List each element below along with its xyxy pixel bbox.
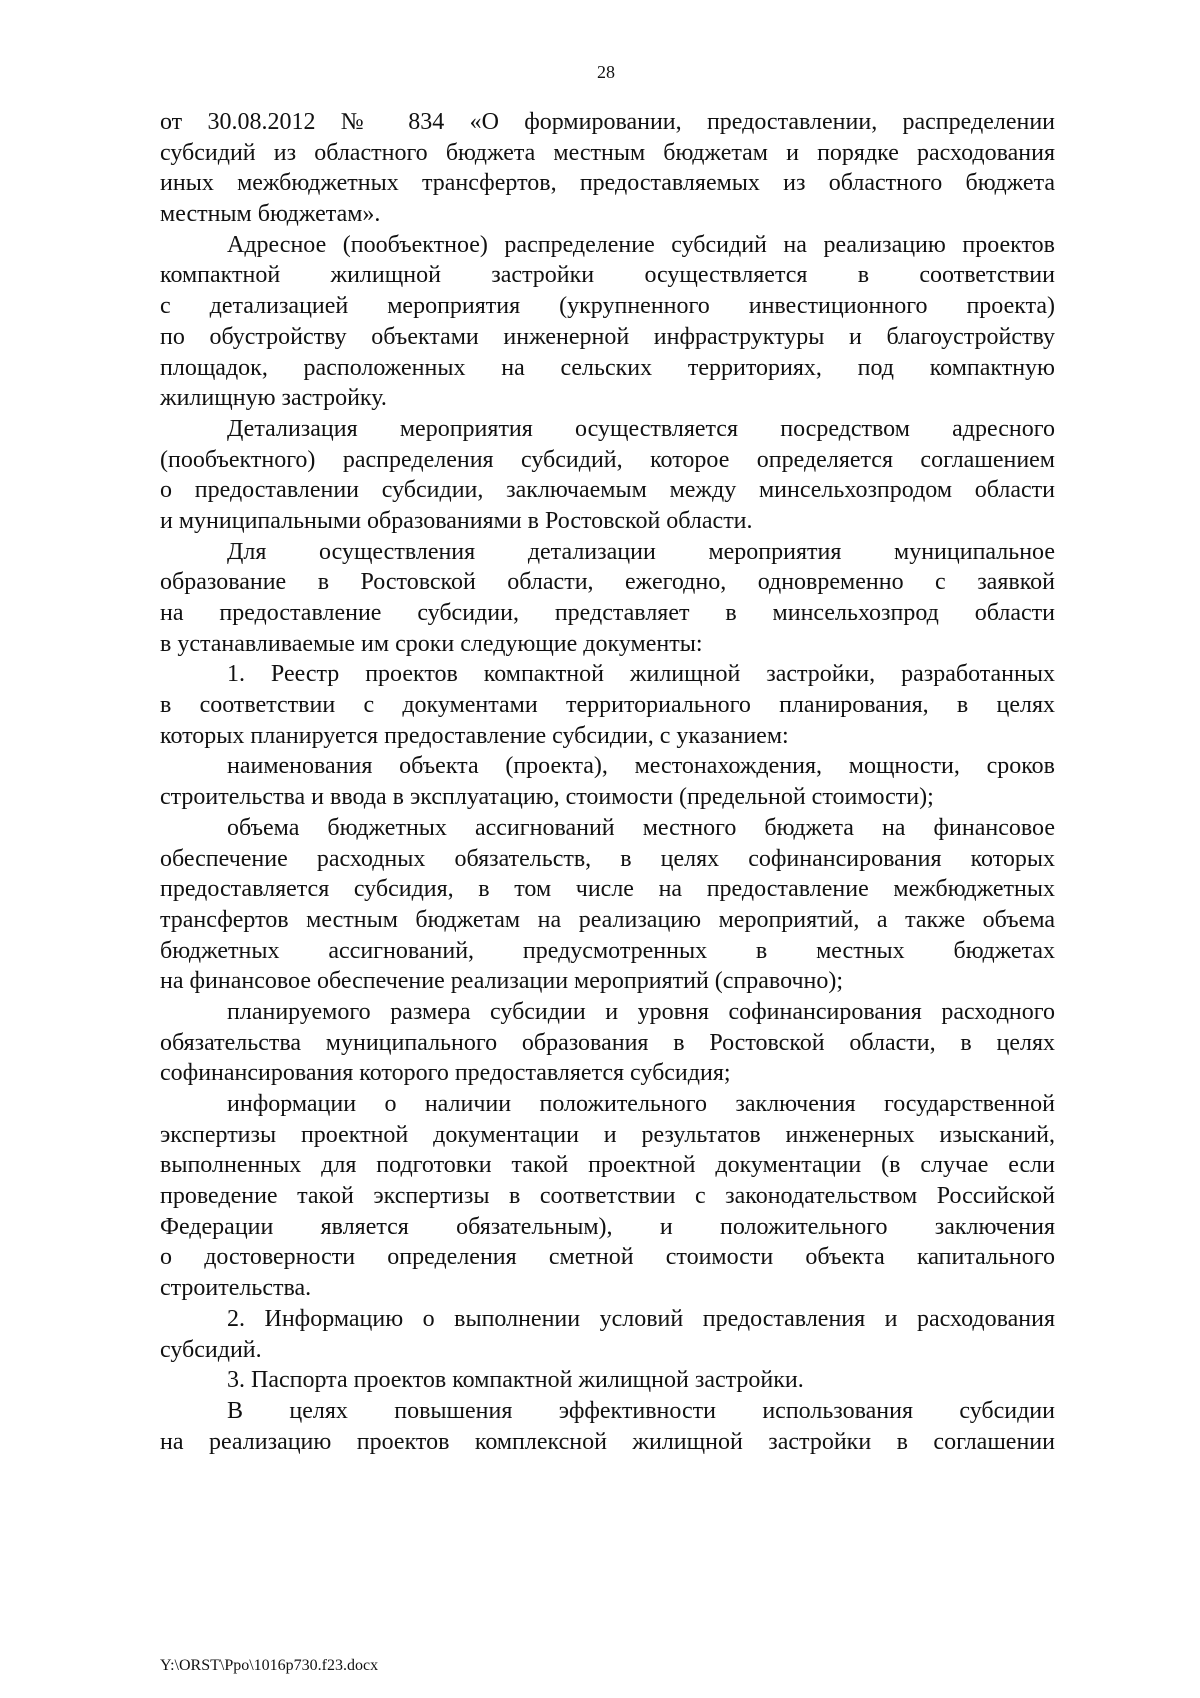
paragraph [160, 1304, 1055, 1365]
text-line: с детализацией мероприятия (укрупненного инвестиционного проекта) [160, 293, 1055, 320]
paragraph [160, 1365, 1055, 1396]
text-line: иных межбюджетных трансфертов, предоставляемых из областного бюджета [160, 170, 1055, 197]
document-body [160, 107, 1055, 1457]
paragraph [160, 107, 1055, 230]
text-line: софинансирования которого предоставляется субсидия; [160, 1060, 731, 1087]
text-line: от 30.08.2012 № 834 «О формировании, предоставлении, распределении [160, 109, 1055, 135]
paragraph [160, 659, 1055, 751]
text-line: (пообъектного) распределения субсидий, которое определяется соглашением [160, 446, 1055, 473]
text-line: предоставляется субсидия, в том числе на предоставление межбюджетных [160, 876, 1055, 903]
paragraph [160, 414, 1055, 537]
text-line: о предоставлении субсидии, заключаемым между минсельхозпродом области [160, 477, 1055, 504]
text-line: Федерации является обязательным), и положительного заключения [160, 1213, 1055, 1240]
text-line: выполненных для подготовки такой проектной документации (в случае если [160, 1152, 1055, 1179]
paragraph [160, 1089, 1055, 1304]
footer-file-path: Y:\ORST\Ppo\1016p730.f23.docx [160, 1657, 379, 1674]
text-line: на предоставление субсидии, представляет в минсельхозпрод области [160, 600, 1055, 626]
text-line: на реализацию проектов комплексной жилищной застройки в соглашении [160, 1428, 1055, 1455]
text-line: компактной жилищной застройки осуществляется в соответствии [160, 262, 1055, 289]
text-line: объема бюджетных ассигнований местного бюджета на финансовое [227, 814, 1055, 841]
text-line: 2. Информацию о выполнении условий предоставления и расходования [227, 1305, 1055, 1332]
text-line: строительства. [160, 1275, 312, 1302]
paragraph [160, 537, 1055, 660]
text-line: обязательства муниципального образования в Ростовской области, в целях [160, 1029, 1055, 1056]
text-line: в устанавливаемые им сроки следующие документы: [160, 630, 703, 657]
text-line: по обустройству объектами инженерной инфраструктуры и благоустройству [160, 323, 1055, 350]
text-line: 1. Реестр проектов компактной жилищной застройки, разработанных [227, 661, 1055, 688]
text-line: информации о наличии положительного заключения государственной [227, 1091, 1055, 1117]
text-line: образование в Ростовской области, ежегодно, одновременно с заявкой [160, 569, 1055, 596]
text-line: трансфертов местным бюджетам на реализацию мероприятий, а также объема [160, 906, 1055, 933]
text-line: бюджетных ассигнований, предусмотренных в местных бюджетах [160, 937, 1055, 964]
text-line: и муниципальными образованиями в Ростовской области. [160, 507, 753, 534]
paragraph [160, 751, 1055, 812]
text-line: проведение такой экспертизы в соответствии с законодательством Российской [160, 1183, 1055, 1210]
text-line: 3. Паспорта проектов компактной жилищной застройки. [227, 1367, 804, 1394]
text-line: на финансовое обеспечение реализации мероприятий (справочно); [160, 968, 844, 995]
text-line: Детализация мероприятия осуществляется посредством адресного [227, 415, 1055, 442]
text-line: планируемого размера субсидии и уровня софинансирования расходного [227, 998, 1055, 1025]
page-number: 28 [597, 62, 615, 82]
text-line: обеспечение расходных обязательств, в целях софинансирования которых [160, 845, 1055, 872]
text-line: Адресное (пообъектное) распределение субсидий на реализацию проектов [227, 231, 1055, 258]
paragraph [160, 813, 1055, 997]
text-line: местным бюджетам». [160, 201, 381, 228]
text-line: субсидий. [160, 1336, 262, 1363]
text-line: которых планируется предоставление субсидии, с указанием: [160, 722, 789, 749]
text-line: жилищную застройку. [160, 385, 387, 412]
text-line: о достоверности определения сметной стоимости объекта капитального [160, 1244, 1055, 1271]
text-line: площадок, расположенных на сельских территориях, под компактную [160, 354, 1055, 381]
text-line: Для осуществления детализации мероприятия муниципальное [227, 538, 1055, 565]
text-line: в соответствии с документами территориального планирования, в целях [160, 692, 1055, 719]
text-line: субсидий из областного бюджета местным бюджетам и порядке расходования [160, 139, 1055, 166]
text-line: В целях повышения эффективности использования субсидии [227, 1397, 1055, 1424]
text-line: экспертизы проектной документации и результатов инженерных изысканий, [160, 1121, 1055, 1148]
text-line: строительства и ввода в эксплуатацию, стоимости (предельной стоимости); [160, 784, 934, 811]
paragraph [160, 997, 1055, 1089]
paragraph [160, 230, 1055, 414]
text-line: наименования объекта (проекта), местонахождения, мощности, сроков [227, 753, 1055, 780]
paragraph [160, 1396, 1055, 1457]
